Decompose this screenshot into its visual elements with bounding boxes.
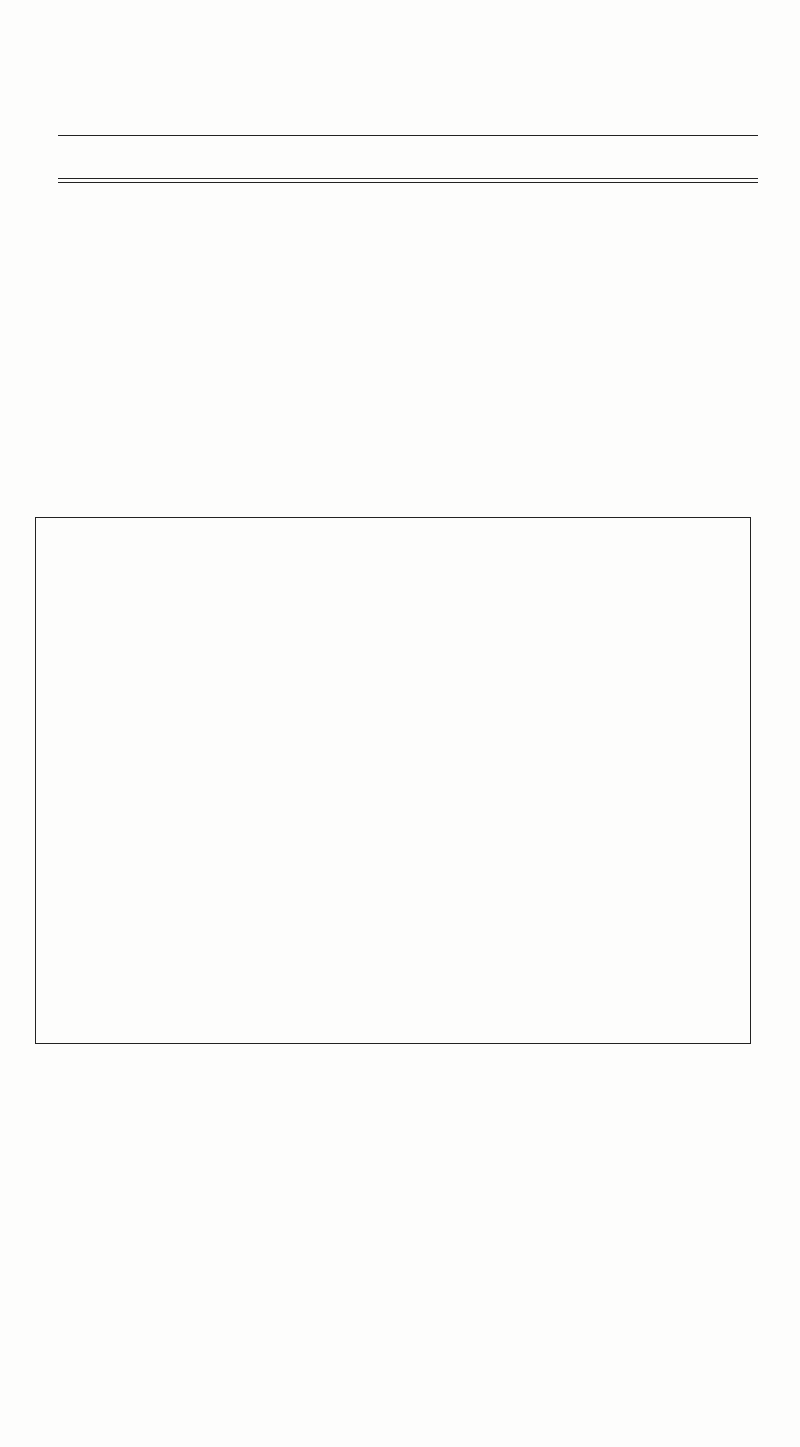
- immunised-row: [58, 159, 758, 179]
- immunisation-header-row2: [58, 117, 758, 137]
- immunisation-header-row1: [58, 97, 758, 117]
- rule: [58, 182, 758, 183]
- cases-table: [35, 517, 751, 1044]
- rule: [58, 135, 758, 136]
- rule: [58, 178, 758, 179]
